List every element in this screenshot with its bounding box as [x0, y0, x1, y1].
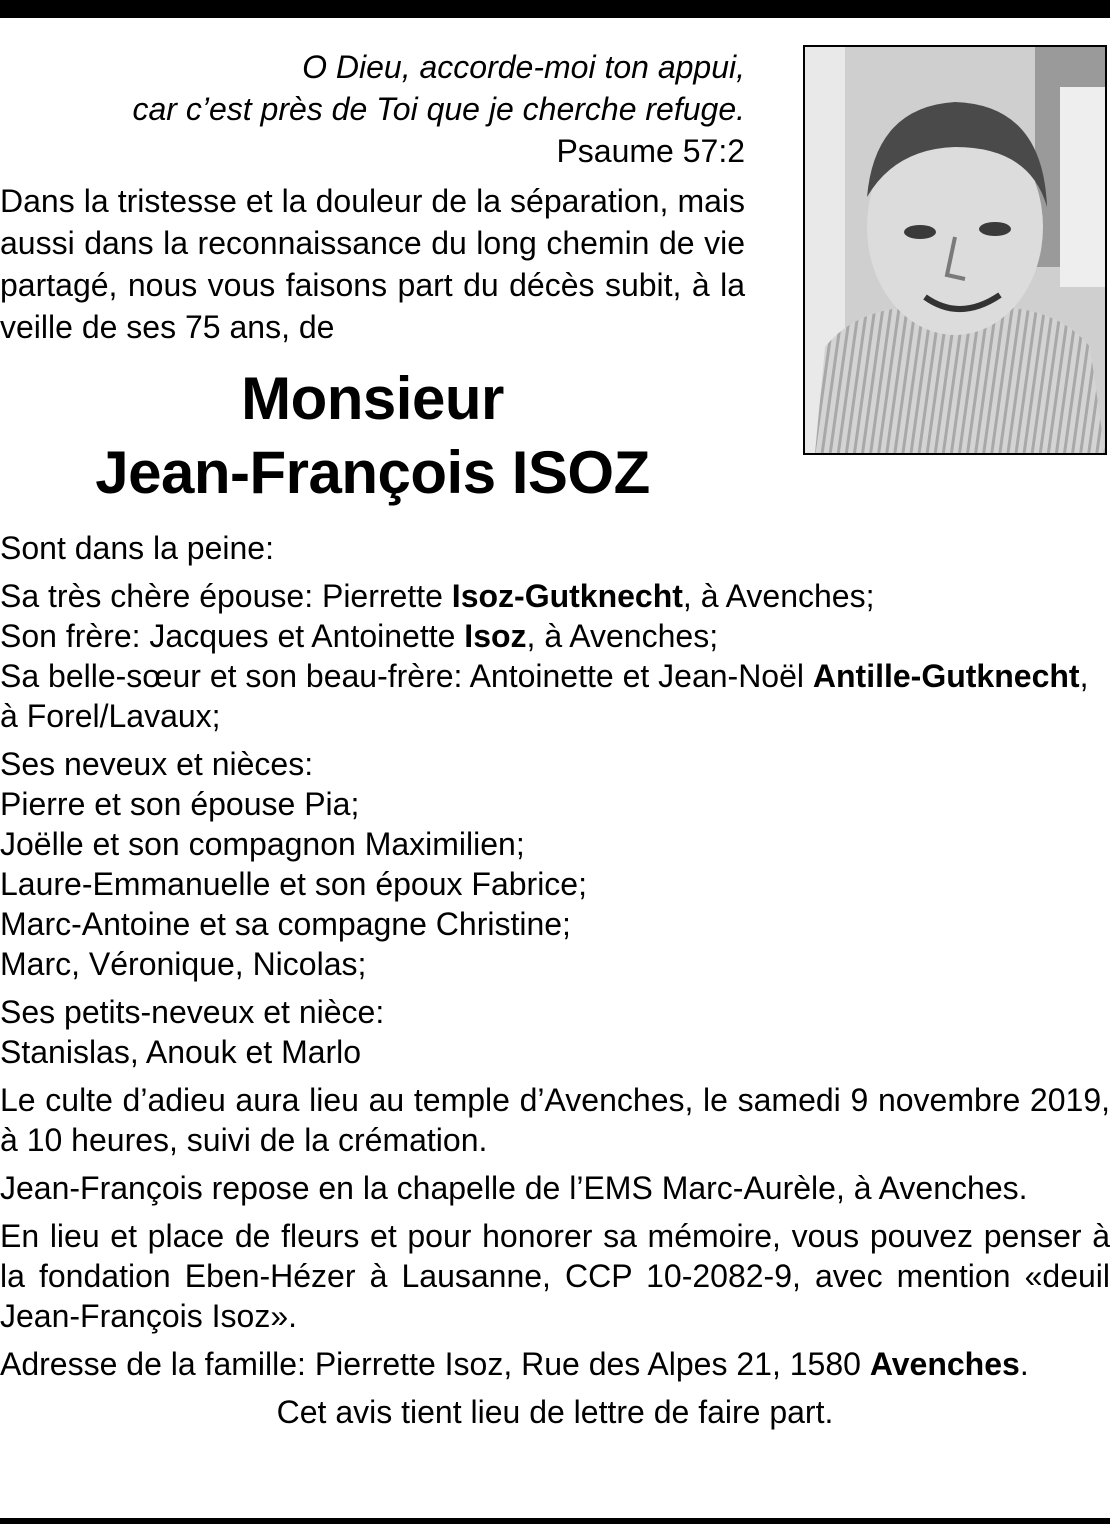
list-item: Pierre et son épouse Pia; [0, 786, 360, 822]
family-in-laws: Sa belle-sœur et son beau-frère: Antoinette et Jean-Noël Antille-Gutknecht, [0, 658, 1089, 694]
family-spouse: Sa très chère épouse: Pierrette Isoz-Gutknecht, à Avenches; [0, 578, 875, 614]
psalm-line-2: car c’est près de Toi que je cherche refuge. [132, 91, 745, 127]
list-item: Marc, Véronique, Nicolas; [0, 946, 367, 982]
deceased-title: Monsieur [241, 365, 504, 432]
grand-nephews-names: Stanislas, Anouk et Marlo [0, 1034, 362, 1070]
closing-note: Cet avis tient lieu de lettre de faire part. [276, 1394, 834, 1430]
donation-paragraph: En lieu et place de fleurs et pour honorer sa mémoire, vous pouvez penser à la fondation Eben-Hézer à Lausanne, CCP 10-2082-9, avec mention «deuil Jean-François Isoz». [0, 1218, 1110, 1334]
psalm-quote [0, 46, 745, 172]
ceremony-paragraph: Le culte d’adieu aura lieu au temple d’Avenches, le samedi 9 novembre 2019, à 10 heures, suivi de la crémation. [0, 1082, 1110, 1158]
portrait-photo-icon [805, 47, 1105, 453]
portrait-photo [803, 45, 1107, 455]
intro-paragraph: Dans la tristesse et la douleur de la séparation, mais aussi dans la reconnaissance du long chemin de vie partagé, nous vous faisons part du décès subit, à la veille de ses 75 ans, de [0, 183, 745, 345]
family-list [0, 576, 1110, 736]
grand-nephews-heading: Ses petits-neveux et nièce: [0, 994, 385, 1030]
top-rule [0, 0, 1110, 18]
nephews-heading: Ses neveux et nièces: [0, 746, 314, 782]
list-item: Joëlle et son compagnon Maximilien; [0, 826, 525, 862]
family-brother: Son frère: Jacques et Antoinette Isoz, à Avenches; [0, 618, 719, 654]
psalm-reference: Psaume 57:2 [556, 133, 745, 169]
notice-body [0, 528, 1110, 1440]
grand-nephews-section [0, 992, 1110, 1072]
bottom-rule [0, 1518, 1110, 1524]
deceased-name-block [0, 362, 745, 510]
family-in-laws-place: à Forel/Lavaux; [0, 698, 221, 734]
family-address: Adresse de la famille: Pierrette Isoz, Rue des Alpes 21, 1580 Avenches. [0, 1346, 1029, 1382]
mourners-heading: Sont dans la peine: [0, 530, 274, 566]
deceased-name: Jean-François ISOZ [95, 439, 650, 506]
rest-paragraph: Jean-François repose en la chapelle de l’EMS Marc-Aurèle, à Avenches. [0, 1170, 1028, 1206]
list-item: Marc-Antoine et sa compagne Christine; [0, 906, 571, 942]
psalm-line-1: O Dieu, accorde-moi ton appui, [302, 49, 745, 85]
nephews-section [0, 744, 1110, 984]
list-item: Laure-Emmanuelle et son époux Fabrice; [0, 866, 587, 902]
